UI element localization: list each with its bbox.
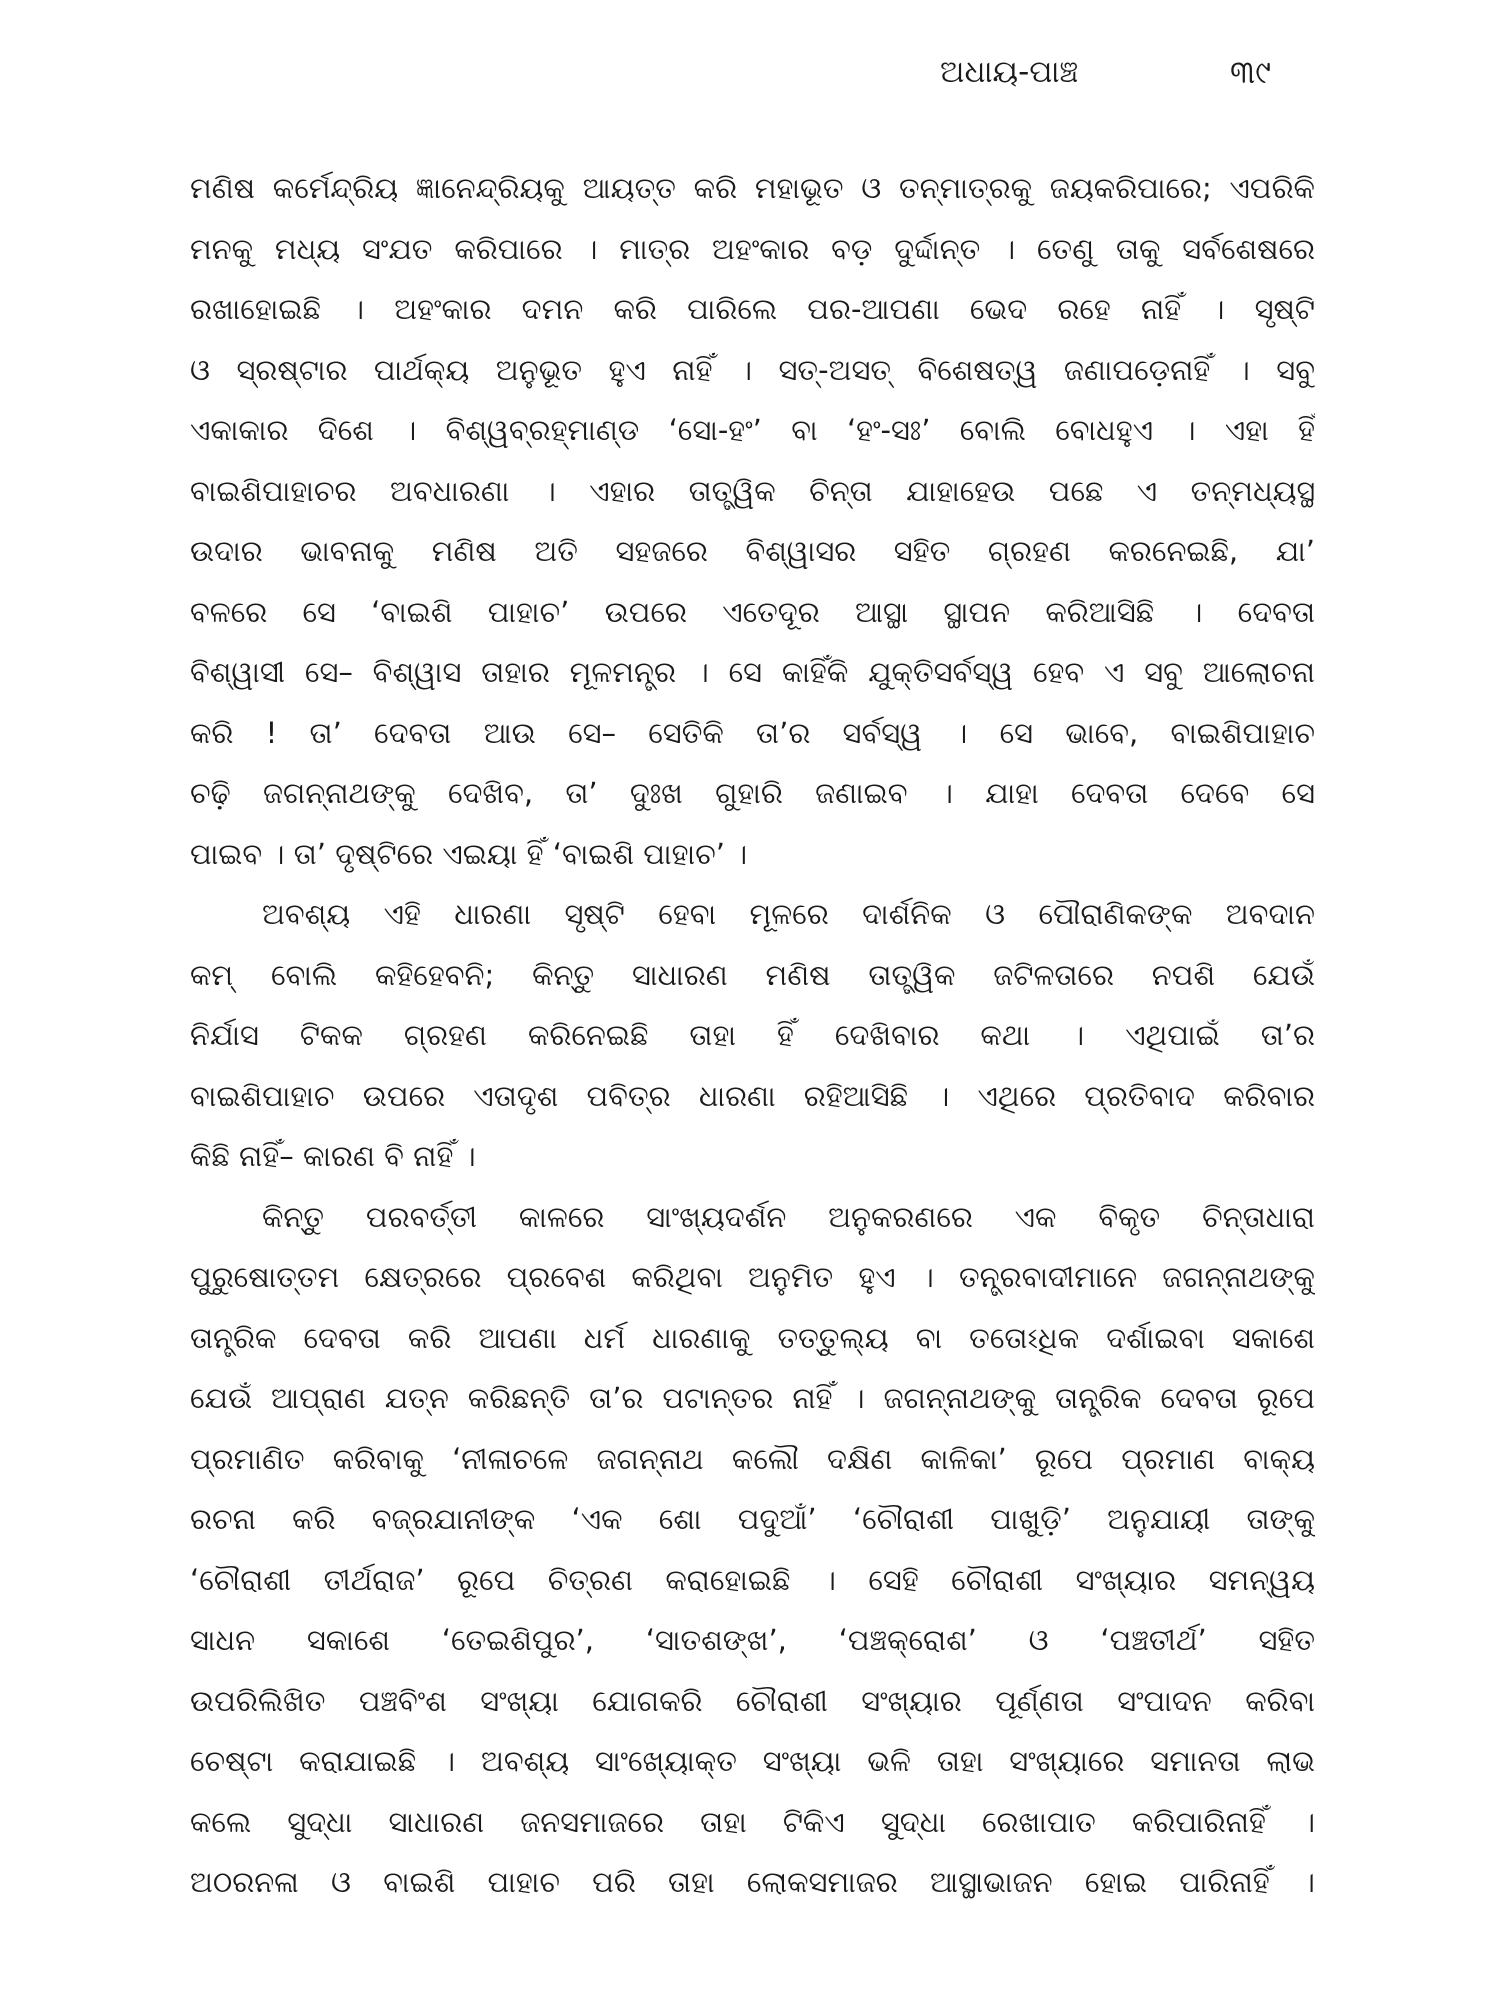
page-header [940,42,1340,102]
text-line: ରଖାହୋଇଛି । ଅହଂକାର ଦମନ କରି ପାରିଲେ ପର-ଆପଣା ଭେଦ ରହେ ନାହିଁ । ସୃଷ୍ଟି [190,292,1315,326]
text-line: ମନକୁ ମଧ୍ୟ ସଂଯତ କରିପାରେ । ମାତ୍ର ଅହଂକାର ବଡ଼ ଦୁର୍ଦ୍ଦାନ୍ତ । ତେଣୁ ତାକୁ ସର୍ବଶେଷରେ [190,231,1315,266]
text-line: ପାଇବ । ତା’ ଦୃଷ୍ଟିରେ ଏଇୟା ହିଁ ‘ବାଇଶି ପାହାଚ’ । [190,836,748,871]
text-line: କିଛି ନାହିଁ– କାରଣ ବି ନାହିଁ । [190,1139,476,1173]
text-line: କରି ! ତା’ ଦେବତା ଆଉ ସେ– ସେତିକି ତା’ର ସର୍ବସ୍ୱ । ସେ ଭାବେ, ବାଇଶିପାହାଚ [190,715,1315,750]
text-line: ବାଇଶିପାହାଚ ଉପରେ ଏତାଦୃଶ ପବିତ୍ର ଧାରଣା ରହିଆସିଛି । ଏଥିରେ ପ୍ରତିବାଦ କରିବାର [190,1078,1315,1113]
text-line: କିନ୍ତୁ ପରବର୍ତ୍ତୀ କାଳରେ ସାଂଖ୍ୟଦର୍ଶନ ଅନୁକରଣରେ ଏକ ବିକୃତ ଚିନ୍ତାଧାରା [262,1199,1315,1234]
text-line: ଚଢ଼ି ଜଗନ୍ନାଥଙ୍କୁ ଦେଖିବ, ତା’ ଦୁଃଖ ଗୁହାରି ଜଣାଇବ । ଯାହା ଦେବତା ଦେବେ ସେ [190,776,1315,810]
text-line: ରଚନା କରି ବଜ୍ରଯାନୀଙ୍କ ‘ଏକ ଶୋ ପଦୁଆଁ’ ‘ଚୌରାଶୀ ପାଖୁଡ଼ି’ ଅନୁଯାୟୀ ତାଙ୍କୁ [190,1502,1315,1536]
body-text [190,158,1315,1913]
text-line: ଓ ସ୍ରଷ୍ଟାର ପାର୍ଥକ୍ୟ ଅନୁଭୂତ ହୁଏ ନାହିଁ । ସତ୍-ଅସତ୍ ବିଶେଷତ୍ୱ ଜଣାପଡ଼େନାହିଁ । ସବୁ [190,352,1315,387]
text-line: ପ୍ରମାଣିତ କରିବାକୁ ‘ନୀଳାଚଳେ ଜଗନ୍ନାଥ କଲୌ ଦକ୍ଷିଣ କାଳିକା’ ରୂପେ ପ୍ରମାଣ ବାକ୍ୟ [190,1441,1315,1476]
text-line: ମଣିଷ କର୍ମେନ୍ଦ୍ରିୟ ଜ୍ଞାନେନ୍ଦ୍ରିୟକୁ ଆୟତ୍ତ କରି ମହାଭୂତ ଓ ତନ୍ମାତ୍ରକୁ ଜୟକରିପାରେ; ଏପରିକି [190,171,1315,205]
text-line: ଅଠରନଳା ଓ ବାଇଶି ପାହାଚ ପରି ତାହା ଲୋକସମାଜର ଆସ୍ଥାଭାଜନ ହୋଇ ପାରିନାହିଁ । [190,1865,1315,1899]
text-line: ତାନ୍ତ୍ରିକ ଦେବତା କରି ଆପଣା ଧର୍ମ ଧାରଣାକୁ ତତ୍ତୁଲ୍ୟ ବା ତତୋଽଧିକ ଦର୍ଶାଇବା ସକାଶେ [190,1320,1315,1355]
text-line: କଲେ ସୁଦ୍ଧା ସାଧାରଣ ଜନସମାଜରେ ତାହା ଟିକିଏ ସୁଦ୍ଧା ରେଖାପାତ କରିପାରିନାହିଁ । [190,1804,1315,1839]
text-line: ଏକାକାର ଦିଶେ । ବିଶ୍ୱବ୍ରହ୍ମାଣ୍ଡ ‘ସୋ-ହଂ’ ବା ‘ହଂ-ସଃ’ ବୋଲି ବୋଧହୁଏ । ଏହା ହିଁ [190,413,1315,447]
text-line: ବଳରେ ସେ ‘ବାଇଶି ପାହାଚ’ ଉପରେ ଏତେଦୂର ଆସ୍ଥା ସ୍ଥାପନ କରିଆସିଛି । ଦେବତା [190,594,1315,629]
text-line: ନିର୍ଯାସ ଟିକକ ଗ୍ରହଣ କରିନେଇଛି ତାହା ହିଁ ଦେଖିବାର କଥା । ଏଥିପାଇଁ ତା’ର [190,1018,1315,1052]
text-line: କମ୍ ବୋଲି କହିହେବନି; କିନ୍ତୁ ସାଧାରଣ ମଣିଷ ତାତ୍ତ୍ୱିକ ଜଟିଳତାରେ ନପଶି ଯେଉଁ [190,957,1315,992]
text-line: ବାଇଶିପାହାଚର ଅବଧାରଣା । ଏହାର ତାତ୍ତ୍ୱିକ ଚିନ୍ତା ଯାହାହେଉ ପଛେ ଏ ତନ୍ମଧ୍ୟସ୍ଥ [190,473,1315,508]
page-number: ୩୯ [1230,53,1272,91]
text-line: ‘ଚୌରାଶୀ ତୀର୍ଥରାଜ’ ରୂପେ ଚିତ୍ରଣ କରାହୋଇଛି । ସେହି ଚୌରାଶୀ ସଂଖ୍ୟାର ସମନ୍ୱୟ [190,1562,1315,1597]
text-line: ଚେଷ୍ଟା କରାଯାଇଛି । ଅବଶ୍ୟ ସାଂଖ୍ୟୋକ୍ତ ସଂଖ୍ୟା ଭଳି ତାହା ସଂଖ୍ୟାରେ ସମାନତା ଲାଭ [190,1744,1315,1778]
text-line: ଉପରିଲିଖିତ ପଞ୍ଚବିଂଶ ସଂଖ୍ୟା ଯୋଗକରି ଚୌରାଶୀ ସଂଖ୍ୟାର ପୂର୍ଣ୍ଣତା ସଂପାଦନ କରିବା [190,1683,1315,1718]
text-line: ସାଧନ ସକାଶେ ‘ତେଇଶିପୁର’, ‘ସାତଶଙ୍ଖ’, ‘ପଞ୍ଚକ୍ରୋଶ’ ଓ ‘ପଞ୍ଚତୀର୍ଥ’ ସହିତ [190,1623,1315,1657]
text-line: ଉଦାର ଭାବନାକୁ ମଣିଷ ଅତି ସହଜରେ ବିଶ୍ୱାସର ସହିତ ଗ୍ରହଣ କରନେଇଛି, ଯା’ [190,534,1315,568]
text-line: ଅବଶ୍ୟ ଏହି ଧାରଣା ସୃଷ୍ଟି ହେବା ମୂଳରେ ଦାର୍ଶନିକ ଓ ପୌରାଣିକଙ୍କ ଅବଦାନ [262,897,1315,931]
text-line: ପୁରୁଷୋତ୍ତମ କ୍ଷେତ୍ରରେ ପ୍ରବେଶ କରିଥିବା ଅନୁମିତ ହୁଏ । ତନ୍ତ୍ରବାଦୀମାନେ ଜଗନ୍ନାଥଙ୍କୁ [190,1260,1315,1294]
text-line: ବିଶ୍ୱାସୀ ସେ– ବିଶ୍ୱାସ ତାହାର ମୂଳମନ୍ତ୍ର । ସେ କାହିଁକି ଯୁକ୍ତିସର୍ବସ୍ୱ ହେବ ଏ ସବୁ ଆଲୋଚନା [190,655,1315,689]
text-line: ଯେଉଁ ଆପ୍ରାଣ ଯତ୍ନ କରିଛନ୍ତି ତା’ର ପଟାନ୍ତର ନାହିଁ । ଜଗନ୍ନାଥଙ୍କୁ ତାନ୍ତ୍ରିକ ଦେବତା ରୂପେ [190,1381,1315,1415]
chapter-title: ଅଧାୟ-ପାଞ୍ଚ [940,54,1079,90]
